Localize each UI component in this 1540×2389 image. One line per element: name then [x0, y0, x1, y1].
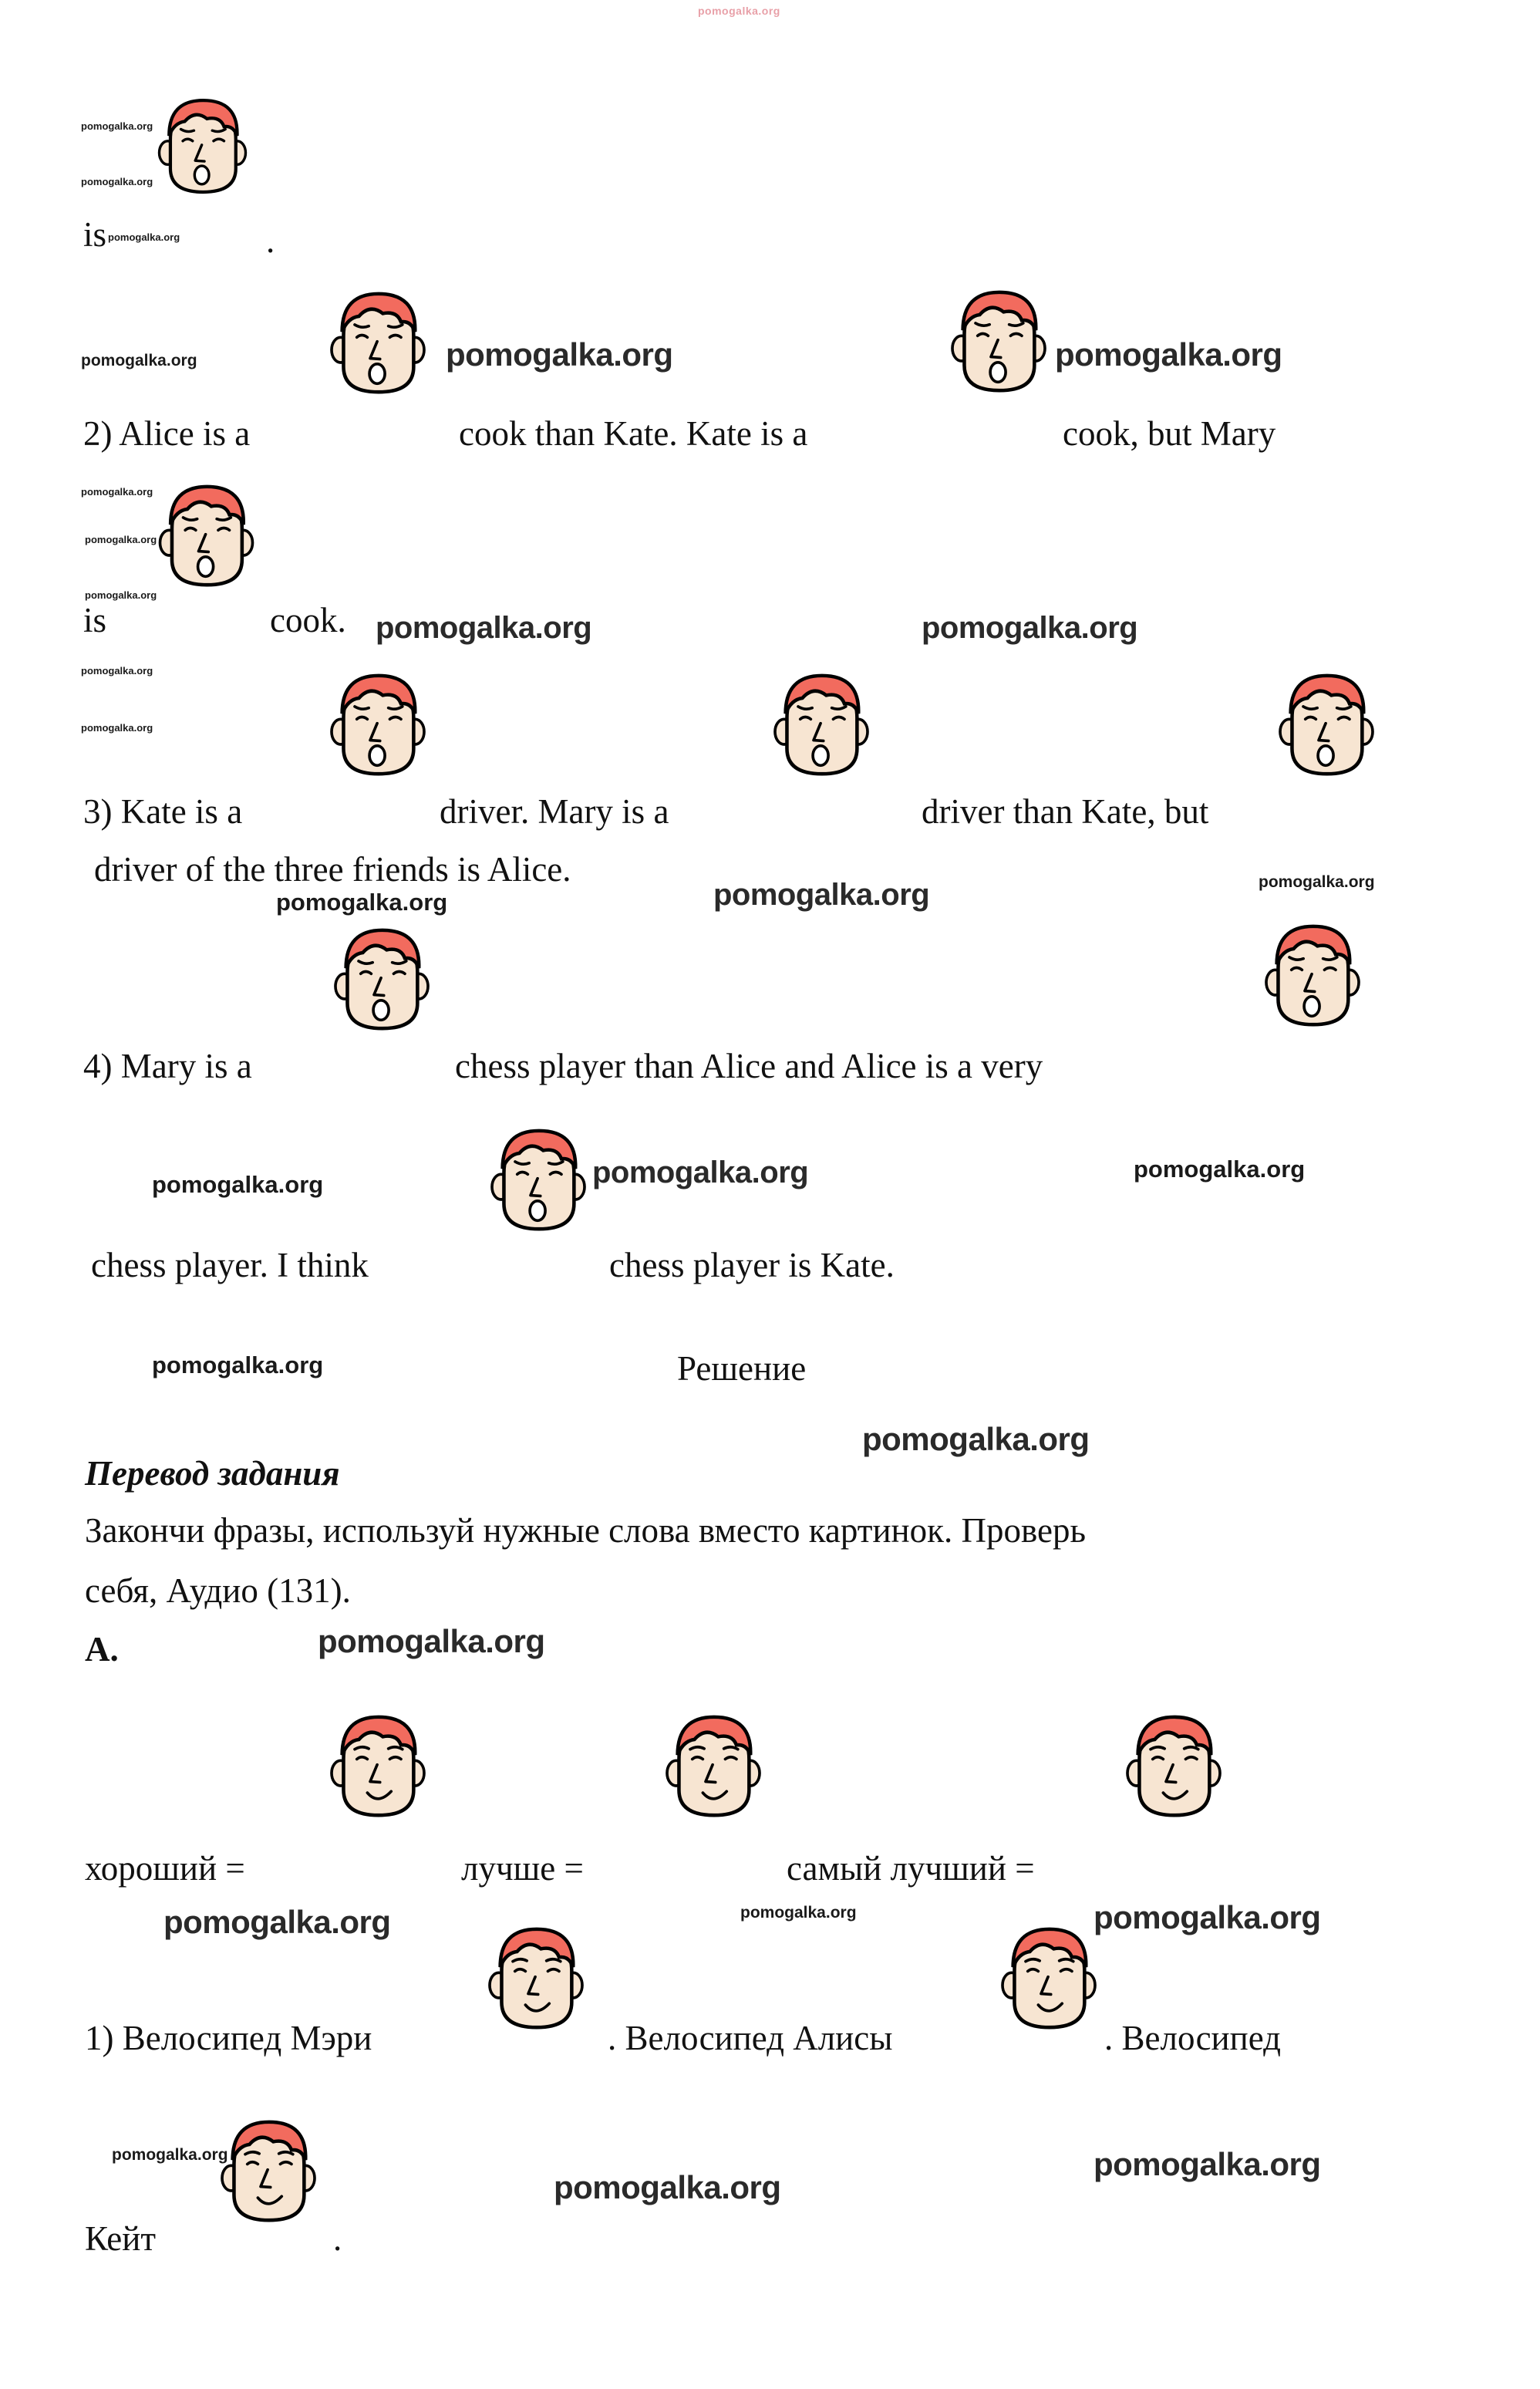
face-illustration-icon — [987, 1921, 1110, 2036]
text-line: cook, but Mary — [1063, 414, 1276, 453]
face-illustration-icon — [1265, 667, 1388, 783]
text-line: . — [266, 221, 275, 260]
watermark-label: pomogalka.org — [81, 486, 153, 498]
text-line: driver than Kate, but — [922, 792, 1209, 831]
watermark-label: pomogalka.org — [81, 176, 153, 187]
watermark-label: pomogalka.org — [592, 1156, 809, 1189]
face-illustration-icon — [474, 1921, 598, 2036]
text-line: 4) Mary is a — [83, 1047, 252, 1085]
watermark-label: pomogalka.org — [446, 336, 673, 373]
watermark-label: pomogalka.org — [862, 1421, 1090, 1457]
text-line: cook than Kate. Kate is a — [459, 414, 808, 453]
watermark-label: pomogalka.org — [81, 120, 153, 132]
face-illustration-icon — [316, 285, 440, 401]
watermark-label: pomogalka.org — [152, 1171, 324, 1198]
watermark-label: pomogalka.org — [85, 534, 157, 545]
watermark-label: pomogalka.org — [1259, 873, 1375, 891]
face-illustration-icon — [477, 1122, 600, 1238]
text-line: cook. — [270, 601, 346, 639]
text-line: самый лучший = — [787, 1849, 1035, 1888]
watermark-label: pomogalka.org — [163, 1904, 391, 1940]
watermark-label: pomogalka.org — [740, 1904, 857, 1922]
text-line: 3) Kate is a — [83, 792, 243, 831]
watermark-label: pomogalka.org — [922, 611, 1138, 645]
text-line: себя, Аудио (131). — [85, 1571, 351, 1610]
text-line: chess player is Kate. — [609, 1246, 895, 1284]
watermark-label: pomogalka.org — [108, 231, 180, 243]
watermark-label: pomogalka.org — [81, 665, 153, 677]
watermark-label: pomogalka.org — [152, 1351, 324, 1378]
text-line: А. — [85, 1630, 119, 1669]
face-illustration-icon — [316, 1709, 440, 1824]
text-line: chess player. I think — [91, 1246, 369, 1284]
watermark-label: pomogalka.org — [112, 2146, 228, 2164]
watermark-label: pomogalka.org — [85, 589, 157, 601]
face-illustration-icon — [147, 93, 258, 201]
face-illustration-icon — [316, 667, 440, 783]
text-line: chess player than Alice and Alice is a very — [455, 1047, 1043, 1085]
text-line: 2) Alice is a — [83, 414, 251, 453]
text-line: driver. Mary is a — [440, 792, 669, 831]
face-illustration-icon — [207, 2114, 330, 2229]
watermark-label: pomogalka.org — [276, 889, 448, 916]
face-illustration-icon — [937, 284, 1060, 400]
watermark-label: pomogalka.org — [376, 611, 592, 645]
watermark-label: pomogalka.org — [1094, 2146, 1321, 2182]
watermark-label: pomogalka.org — [81, 722, 153, 734]
text-line: Решение — [677, 1349, 807, 1388]
text-line: 1) Велосипед Мэри — [85, 2019, 372, 2057]
face-illustration-icon — [320, 922, 443, 1038]
watermark-label: pomogalka.org — [1134, 1156, 1306, 1183]
face-illustration-icon — [1112, 1709, 1235, 1824]
watermark-label: pomogalka.org — [698, 5, 780, 17]
face-illustration-icon — [147, 478, 266, 594]
text-line: Кейт — [85, 2219, 157, 2258]
watermark-label: pomogalka.org — [81, 352, 197, 369]
text-line: . Велосипед — [1104, 2019, 1281, 2057]
face-illustration-icon — [760, 667, 883, 783]
watermark-label: pomogalka.org — [1094, 1899, 1321, 1935]
watermark-label: pomogalka.org — [318, 1623, 545, 1659]
text-line: . Велосипед Алисы — [608, 2019, 893, 2057]
text-line: is — [83, 601, 107, 639]
text-line: is — [83, 215, 107, 254]
text-line: driver of the three friends is Alice. — [94, 850, 571, 889]
text-line: Перевод задания — [85, 1454, 340, 1493]
face-illustration-icon — [652, 1709, 775, 1824]
watermark-label: pomogalka.org — [554, 2169, 781, 2205]
watermark-label: pomogalka.org — [1055, 336, 1282, 373]
watermark-label: pomogalka.org — [713, 878, 930, 912]
text-line: Закончи фразы, используй нужные слова вместо картинок. Проверь — [85, 1511, 1086, 1550]
text-line: лучше = — [461, 1849, 584, 1888]
face-illustration-icon — [1251, 918, 1374, 1034]
text-line: . — [333, 2219, 342, 2258]
text-line: хороший = — [85, 1849, 245, 1888]
